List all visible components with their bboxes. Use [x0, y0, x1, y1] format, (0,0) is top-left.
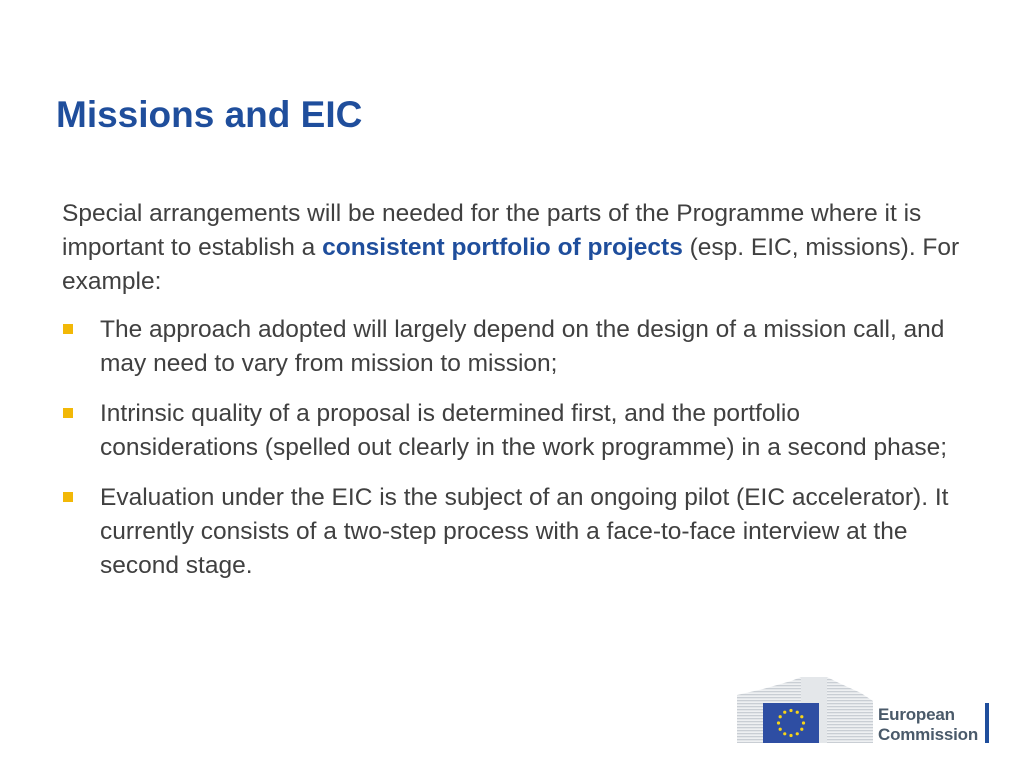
bullet-text: Evaluation under the EIC is the subject of an ongoing pilot (EIC accelerator). It currently consists of a two-step process with a face-to-face interview at the second stage. [100, 484, 949, 579]
logo-text-commission: Commission [878, 725, 979, 744]
logo-divider-bar [985, 703, 989, 743]
european-commission-logo [735, 673, 995, 745]
slide-title: Missions and EIC [56, 94, 363, 135]
eu-flag-icon [763, 703, 819, 743]
logo-text-european: European [878, 705, 955, 724]
bullet-item [62, 397, 962, 465]
intro-paragraph [62, 197, 962, 299]
bullet-text: Intrinsic quality of a proposal is determined first, and the portfolio considerations (spelled out clearly in the work programme) in a second phase; [100, 400, 948, 461]
slide-body [62, 197, 962, 599]
berlaymont-building-icon [735, 673, 875, 745]
bullet-square-icon [63, 324, 73, 334]
bullet-text: The approach adopted will largely depend on the design of a mission call, and may need to vary from mission to mission; [100, 316, 945, 377]
intro-emphasis: consistent portfolio of projects [322, 234, 683, 261]
bullet-square-icon [63, 492, 73, 502]
bullet-item [62, 481, 962, 583]
intro-text-end: (esp. EIC, missions). For example: [62, 234, 960, 295]
bullet-item [62, 313, 962, 381]
bullet-list [62, 313, 962, 583]
intro-text-start: Special arrangements will be needed for the parts of the Programme where it is important to establish a [62, 200, 922, 261]
bullet-square-icon [63, 408, 73, 418]
